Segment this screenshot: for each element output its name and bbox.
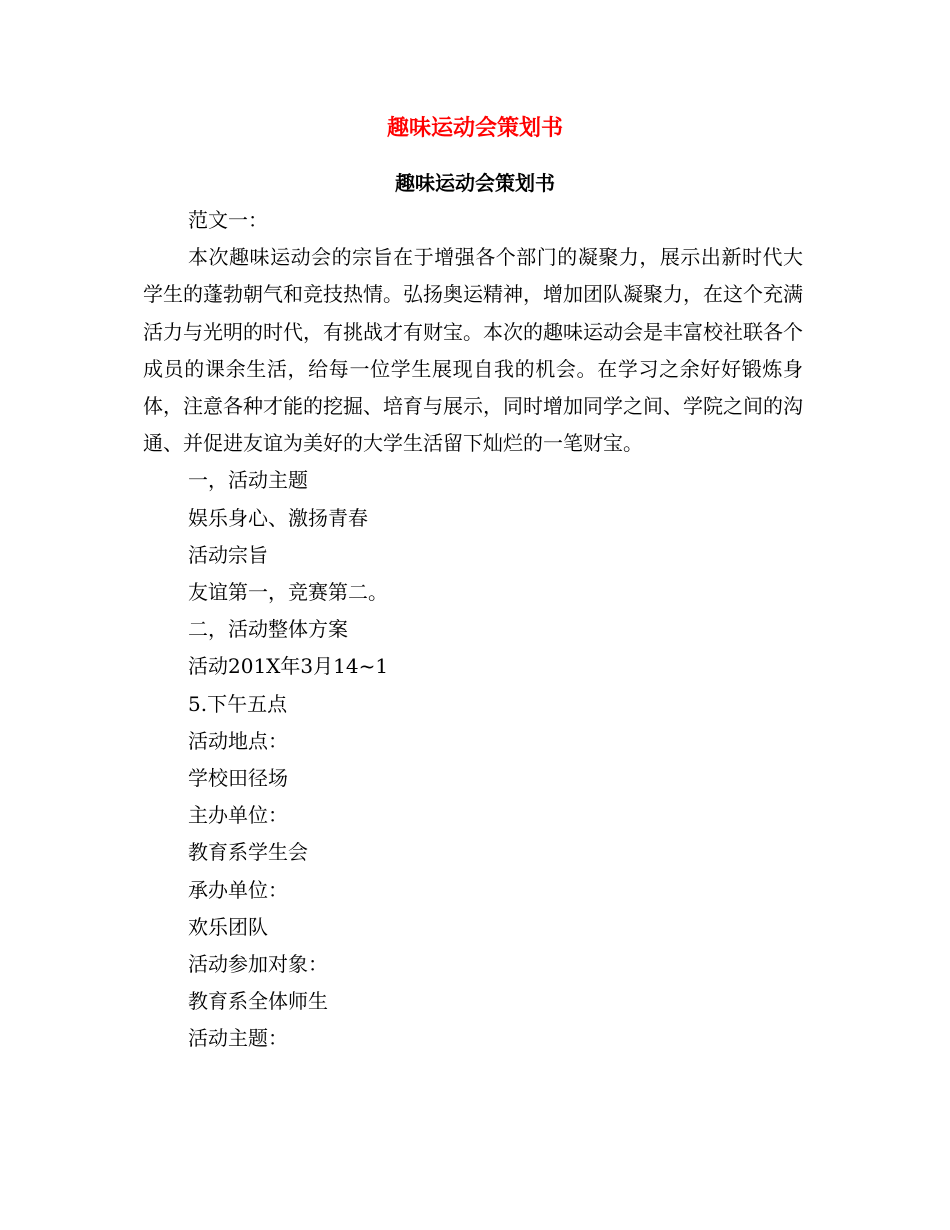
text-line-organizer: 欢乐团队: [188, 914, 268, 939]
text-line-sample-label: 范文一：: [188, 208, 268, 232]
text-line-theme-label: 活动主题：: [188, 1026, 288, 1051]
document-title: 趣味运动会策划书: [386, 115, 563, 141]
text-line-host-label: 主办单位：: [188, 803, 288, 828]
text-line-section-2-heading: 二，活动整体方案: [188, 617, 348, 642]
text-line-theme: 娱乐身心、激扬青春: [188, 505, 368, 530]
text-line-participants: 教育系全体师生: [188, 989, 328, 1014]
text-line-location-label: 活动地点：: [188, 728, 288, 753]
text-line-aim-label: 活动宗旨: [188, 542, 268, 567]
document-body: [143, 202, 803, 1058]
text-line-participants-label: 活动参加对象：: [188, 952, 328, 977]
text-line-organizer-label: 承办单位：: [188, 877, 288, 902]
text-line-section-1-heading: 一，活动主题: [188, 468, 308, 493]
text-line-host: 教育系学生会: [188, 840, 308, 865]
document-subtitle: 趣味运动会策划书: [395, 171, 555, 195]
text-line-location: 学校田径场: [188, 766, 288, 791]
text-line-aim: 友谊第一，竞赛第二。: [188, 580, 388, 605]
text-line-date: 活动201X年3月14~1: [188, 654, 389, 679]
text-line-time: 5.下午五点: [188, 691, 288, 716]
text-paragraph-purpose: 本次趣味运动会的宗旨在于增强各个部门的凝聚力，展示出新时代大学生的蓬勃朝气和竞技热情。弘扬奥运精神，增加团队凝聚力，在这个充满活力与光明的时代，有挑战才有财宝。本次的趣味运动会是丰富校社联各个成员的课余生活，给每一位学生展现自我的机会。在学习之余好好锻炼身体，注意各种才能的挖掘、培育与展示，同时增加同学之间、学院之间的沟通、并促进友谊为美好的大学生活留下灿烂的一笔财宝。: [143, 245, 803, 456]
